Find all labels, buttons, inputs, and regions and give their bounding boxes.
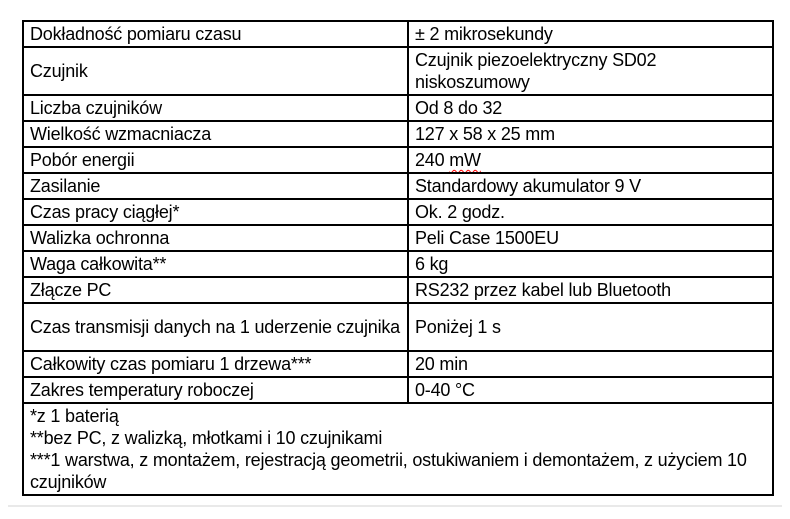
footnotes-row (23, 403, 773, 495)
spellcheck-underlined-word: mW (449, 150, 481, 170)
table-row (23, 173, 773, 199)
footnote: ***1 warstwa, z montażem, rejestracją geometrii, ostukiwaniem i demontażem, z użyciem 10 czujników (30, 450, 747, 492)
table-row (23, 47, 773, 95)
spec-value (408, 147, 773, 173)
spec-value: Peli Case 1500EU (408, 225, 773, 251)
spec-value-text: 240 (415, 150, 450, 170)
spec-label: Czas transmisji danych na 1 uderzenie czujnika (23, 303, 408, 351)
table-row (23, 147, 773, 173)
table-row (23, 303, 773, 351)
spec-value: 20 min (408, 351, 773, 377)
spec-label: Złącze PC (23, 277, 408, 303)
table-row (23, 199, 773, 225)
spec-value: Poniżej 1 s (408, 303, 773, 351)
spec-value: Ok. 2 godz. (408, 199, 773, 225)
spec-label: Zasilanie (23, 173, 408, 199)
footnote: *z 1 baterią (30, 406, 119, 426)
footnotes-cell (23, 403, 773, 495)
spec-value: Standardowy akumulator 9 V (408, 173, 773, 199)
spec-label: Wielkość wzmacniacza (23, 121, 408, 147)
table-row (23, 377, 773, 403)
table-row (23, 351, 773, 377)
table-row (23, 21, 773, 47)
spec-label: Zakres temperatury roboczej (23, 377, 408, 403)
spec-value: 6 kg (408, 251, 773, 277)
specifications-table (22, 20, 774, 496)
spec-label: Dokładność pomiaru czasu (23, 21, 408, 47)
spec-value: RS232 przez kabel lub Bluetooth (408, 277, 773, 303)
table-row (23, 121, 773, 147)
table-row (23, 251, 773, 277)
spec-value: Od 8 do 32 (408, 95, 773, 121)
spec-value: ± 2 mikrosekundy (408, 21, 773, 47)
spec-label: Czujnik (23, 47, 408, 95)
table-row (23, 95, 773, 121)
spec-label: Pobór energii (23, 147, 408, 173)
spec-label: Czas pracy ciągłej* (23, 199, 408, 225)
footnote: **bez PC, z walizką, młotkami i 10 czujnikami (30, 428, 383, 448)
spec-value: 127 x 58 x 25 mm (408, 121, 773, 147)
spec-value: Czujnik piezoelektryczny SD02 niskoszumowy (408, 47, 773, 95)
spec-label: Liczba czujników (23, 95, 408, 121)
spec-label: Walizka ochronna (23, 225, 408, 251)
table-row (23, 277, 773, 303)
faint-horizontal-line (8, 505, 782, 507)
spec-value: 0-40 °C (408, 377, 773, 403)
table-row (23, 225, 773, 251)
spec-label: Waga całkowita** (23, 251, 408, 277)
spec-label: Całkowity czas pomiaru 1 drzewa*** (23, 351, 408, 377)
